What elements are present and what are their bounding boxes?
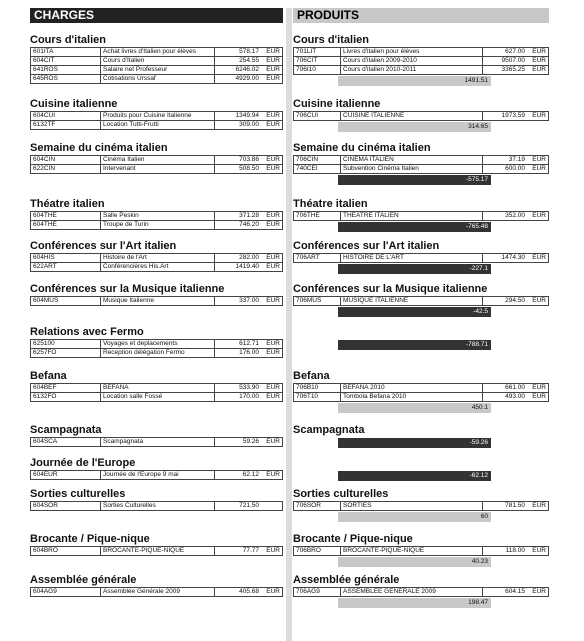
- currency: EUR: [527, 588, 549, 597]
- currency: EUR: [261, 212, 283, 221]
- section-title: Conférences sur l'Art italien: [30, 240, 177, 252]
- account-code: 6257FO: [31, 349, 101, 358]
- produits-section: [293, 34, 549, 86]
- charges-header: CHARGES: [30, 8, 283, 23]
- table-row: [31, 297, 283, 306]
- currency: EUR: [527, 297, 549, 306]
- amount: 352.00: [483, 212, 528, 221]
- account-code: 604THE: [31, 212, 101, 221]
- amount: 721.50: [215, 502, 262, 511]
- description: Cours d'italien 2009-2010: [341, 57, 483, 66]
- produits-table: [293, 155, 549, 174]
- amount: 600.00: [483, 165, 528, 174]
- amount: 3365.25: [483, 66, 528, 75]
- amount: 746.20: [215, 221, 262, 230]
- produits-section: [293, 98, 549, 132]
- table-row: [294, 165, 549, 174]
- currency: EUR: [261, 340, 283, 349]
- table-row: [31, 254, 283, 263]
- account-code: 706I10: [294, 66, 341, 75]
- charges-table: [30, 501, 283, 511]
- currency: EUR: [527, 165, 549, 174]
- produits-table: [293, 383, 549, 402]
- section-title: Assemblée générale: [293, 574, 400, 586]
- charges-table: [30, 470, 283, 480]
- produits-section: [293, 283, 549, 317]
- currency: EUR: [261, 297, 283, 306]
- produits-table: [293, 253, 549, 263]
- currency: [261, 502, 283, 511]
- currency: EUR: [527, 502, 549, 511]
- charges-section: [30, 142, 283, 174]
- table-row: [31, 112, 283, 121]
- produits-table: [293, 47, 549, 75]
- table-row: [294, 112, 549, 121]
- table-row: [31, 66, 283, 75]
- currency: EUR: [527, 48, 549, 57]
- currency: EUR: [261, 121, 283, 130]
- produits-section: [293, 370, 549, 413]
- charges-table: [30, 383, 283, 402]
- account-code: 604HIS: [31, 254, 101, 263]
- section-title-spacer: [293, 457, 549, 470]
- amount: 282.00: [215, 254, 262, 263]
- currency: EUR: [261, 221, 283, 230]
- currency: EUR: [261, 156, 283, 165]
- amount: 37.19: [483, 156, 528, 165]
- table-row: [294, 502, 549, 511]
- description: Tombola Befana 2010: [341, 393, 483, 402]
- currency: EUR: [261, 384, 283, 393]
- currency: EUR: [261, 547, 283, 556]
- currency: EUR: [261, 75, 283, 84]
- charges-table: [30, 296, 283, 306]
- amount: 1349.94: [215, 112, 262, 121]
- amount: 1973.59: [483, 112, 528, 121]
- description: Cours d'italien 2010-2011: [341, 66, 483, 75]
- account-code: 706CIT: [294, 57, 341, 66]
- section-title: Sorties culturelles: [293, 488, 389, 500]
- account-code: 706B10: [294, 384, 341, 393]
- description: Sorties Culturelles: [101, 502, 215, 511]
- section-title-spacer: [293, 326, 549, 339]
- section-title: Théatre italien: [293, 198, 368, 210]
- charges-section: [30, 370, 283, 402]
- section-title: Relations avec Fermo: [30, 326, 144, 338]
- charges-table: [30, 546, 283, 556]
- description: Produits pour Cuisine Italienne: [101, 112, 215, 121]
- section-title: Brocante / Pique-nique: [293, 533, 413, 545]
- section-title: Befana: [30, 370, 67, 382]
- description: CINEMA ITALIEN: [341, 156, 483, 165]
- charges-section: [30, 34, 283, 84]
- description: Voyages et deplacements: [101, 340, 215, 349]
- table-row: [31, 57, 283, 66]
- table-row: [31, 384, 283, 393]
- account-code: 604CUI: [31, 112, 101, 121]
- account-code: 604BRO: [31, 547, 101, 556]
- table-row: [31, 221, 283, 230]
- currency: EUR: [261, 66, 283, 75]
- table-row: [31, 349, 283, 358]
- description: BROCANTE-PIQUE-NIQUE: [101, 547, 215, 556]
- description: THEATRE ITALIEN: [341, 212, 483, 221]
- amount: 309.00: [215, 121, 262, 130]
- section-title: Sorties culturelles: [30, 488, 126, 500]
- charges-table: [30, 211, 283, 230]
- produits-section: [293, 142, 549, 185]
- charges-section: [30, 283, 283, 306]
- amount: 781.50: [483, 502, 528, 511]
- description: Conférencières His.Art: [101, 263, 215, 272]
- currency: EUR: [261, 48, 283, 57]
- description: BEFANA 2010: [341, 384, 483, 393]
- description: Achat livres d'Italien pour élèves: [101, 48, 215, 57]
- produits-section: [293, 533, 549, 567]
- account-code: 622ART: [31, 263, 101, 272]
- description: MUSIQUE ITALIENNE: [341, 297, 483, 306]
- description: BROCANTE-PIQUE-NIQUE: [341, 547, 483, 556]
- account-code: 604THE: [31, 221, 101, 230]
- account-code: 706ART: [294, 254, 341, 263]
- table-row: [294, 254, 549, 263]
- section-title: Brocante / Pique-nique: [30, 533, 150, 545]
- charges-table: [30, 253, 283, 272]
- amount: 170.00: [215, 393, 262, 402]
- table-row: [294, 393, 549, 402]
- section-title: Befana: [293, 370, 330, 382]
- description: Location salle Fossé: [101, 393, 215, 402]
- table-row: [31, 75, 283, 84]
- table-row: [294, 297, 549, 306]
- amount: 4929.00: [215, 75, 262, 84]
- description: Histoire de l'Art: [101, 254, 215, 263]
- account-code: 625100: [31, 340, 101, 349]
- charges-table: [30, 437, 283, 447]
- section-balance: 450.1: [338, 403, 491, 413]
- description: Salle Peskin: [101, 212, 215, 221]
- account-code: 604AG9: [31, 588, 101, 597]
- amount: 176.00: [215, 349, 262, 358]
- currency: EUR: [261, 438, 283, 447]
- table-row: [31, 393, 283, 402]
- amount: 533.90: [215, 384, 262, 393]
- charges-section: [30, 326, 283, 358]
- amount: 612.71: [215, 340, 262, 349]
- description: SORTIES: [341, 502, 483, 511]
- section-title: Semaine du cinéma italien: [30, 142, 168, 154]
- table-row: [294, 588, 549, 597]
- section-title: Cours d'italien: [30, 34, 106, 46]
- amount: 405.68: [215, 588, 262, 597]
- table-row: [31, 156, 283, 165]
- charges-section: [30, 457, 283, 480]
- description: ASSEMBLEE GENERALE 2009: [341, 588, 483, 597]
- account-code: 604MUS: [31, 297, 101, 306]
- table-row: [294, 212, 549, 221]
- section-title: Assemblée générale: [30, 574, 137, 586]
- account-code: 601ITA: [31, 48, 101, 57]
- description: Location Tutti-Frutti: [101, 121, 215, 130]
- account-code: 706SOR: [294, 502, 341, 511]
- currency: EUR: [527, 393, 549, 402]
- table-row: [294, 547, 549, 556]
- charges-table: [30, 155, 283, 174]
- description: Musique Italienne: [101, 297, 215, 306]
- produits-header: PRODUITS: [293, 8, 549, 23]
- currency: EUR: [527, 547, 549, 556]
- charges-section: [30, 98, 283, 130]
- account-code: 740CEI: [294, 165, 341, 174]
- account-code: 706T10: [294, 393, 341, 402]
- description: Scampagnata: [101, 438, 215, 447]
- amount: 1474.30: [483, 254, 528, 263]
- description: Salaire net Professeur: [101, 66, 215, 75]
- description: BEFANA: [101, 384, 215, 393]
- produits-section: [293, 424, 549, 448]
- table-row: [294, 48, 549, 57]
- table-row: [31, 438, 283, 447]
- amount: 604.15: [483, 588, 528, 597]
- amount: 627.00: [483, 48, 528, 57]
- currency: EUR: [261, 263, 283, 272]
- currency: EUR: [527, 254, 549, 263]
- produits-section: [293, 457, 549, 481]
- produits-table: [293, 546, 549, 556]
- account-code: 706THE: [294, 212, 341, 221]
- amount: 703.86: [215, 156, 262, 165]
- account-code: 604CIT: [31, 57, 101, 66]
- account-code: 604CIN: [31, 156, 101, 165]
- account-code: 604SOR: [31, 502, 101, 511]
- section-balance: 198.47: [338, 598, 491, 608]
- description: Troupe de Turin: [101, 221, 215, 230]
- account-code: 645ROS: [31, 75, 101, 84]
- section-balance: -575.17: [338, 175, 491, 185]
- produits-section: [293, 488, 549, 522]
- amount: 337.00: [215, 297, 262, 306]
- section-title: Cuisine italienne: [293, 98, 381, 110]
- description: Reception délégation Fermo: [101, 349, 215, 358]
- produits-section: [293, 574, 549, 608]
- amount: 9507.00: [483, 57, 528, 66]
- table-row: [31, 212, 283, 221]
- description: HISTOIRE DE L'ART: [341, 254, 483, 263]
- description: Cotisations Urssaf: [101, 75, 215, 84]
- produits-section: [293, 198, 549, 232]
- table-row: [31, 48, 283, 57]
- table-row: [31, 165, 283, 174]
- produits-table: [293, 111, 549, 121]
- account-code: 604BEF: [31, 384, 101, 393]
- description: CUISINE ITALIENNE: [341, 112, 483, 121]
- currency: EUR: [261, 393, 283, 402]
- section-title: Semaine du cinéma italien: [293, 142, 431, 154]
- table-row: [31, 547, 283, 556]
- description: Livres d'italien pour élèves: [341, 48, 483, 57]
- description: Subvention Cinéma Italien: [341, 165, 483, 174]
- account-code: 706BRO: [294, 547, 341, 556]
- account-code: 6132FO: [31, 393, 101, 402]
- produits-table: [293, 296, 549, 306]
- account-code: 706MUS: [294, 297, 341, 306]
- description: Intervenant: [101, 165, 215, 174]
- currency: EUR: [261, 471, 283, 480]
- currency: EUR: [261, 588, 283, 597]
- account-code: 622CIN: [31, 165, 101, 174]
- amount: 6246.02: [215, 66, 262, 75]
- currency: EUR: [527, 384, 549, 393]
- amount: 371.28: [215, 212, 262, 221]
- charges-section: [30, 533, 283, 556]
- section-balance: -765.48: [338, 222, 491, 232]
- produits-section: [293, 240, 549, 274]
- table-row: [31, 471, 283, 480]
- charges-section: [30, 198, 283, 230]
- currency: EUR: [261, 112, 283, 121]
- amount: 59.26: [215, 438, 262, 447]
- table-row: [294, 57, 549, 66]
- section-title: Théatre italien: [30, 198, 105, 210]
- section-title: Conférences sur la Musique italienne: [30, 283, 225, 295]
- produits-table: [293, 211, 549, 221]
- amount: 77.77: [215, 547, 262, 556]
- column-divider: [286, 8, 292, 641]
- amount: 294.50: [483, 297, 528, 306]
- currency: EUR: [527, 112, 549, 121]
- charges-section: [30, 240, 283, 272]
- produits-table: [293, 501, 549, 511]
- section-title: Journée de l'Europe: [30, 457, 136, 469]
- currency: EUR: [261, 57, 283, 66]
- charges-section: [30, 574, 283, 597]
- currency: EUR: [261, 165, 283, 174]
- description: Journée de l'Europe 9 mai: [101, 471, 215, 480]
- section-balance: -42.5: [338, 307, 491, 317]
- produits-table: [293, 587, 549, 597]
- table-row: [31, 121, 283, 130]
- section-title: Scampagnata: [30, 424, 102, 436]
- charges-table: [30, 587, 283, 597]
- charges-table: [30, 111, 283, 130]
- section-balance: 314.65: [338, 122, 491, 132]
- table-row: [31, 340, 283, 349]
- amount: 1419.40: [215, 263, 262, 272]
- section-title: Cours d'italien: [293, 34, 369, 46]
- currency: EUR: [261, 349, 283, 358]
- table-row: [294, 66, 549, 75]
- charges-section: [30, 488, 283, 511]
- section-title: Conférences sur la Musique italienne: [293, 283, 488, 295]
- amount: 493.00: [483, 393, 528, 402]
- description: Cinéma Italien: [101, 156, 215, 165]
- account-code: 706CIN: [294, 156, 341, 165]
- charges-section: [30, 424, 283, 447]
- currency: EUR: [527, 156, 549, 165]
- description: Cours d'Italien: [101, 57, 215, 66]
- section-balance: 1491.51: [338, 76, 491, 86]
- section-balance: 60: [338, 512, 491, 522]
- charges-table: [30, 339, 283, 358]
- account-code: 604SCA: [31, 438, 101, 447]
- section-balance: -227.1: [338, 264, 491, 274]
- table-row: [294, 384, 549, 393]
- account-code: 701LIT: [294, 48, 341, 57]
- section-balance: -59.26: [338, 438, 491, 448]
- account-code: 706AG9: [294, 588, 341, 597]
- section-balance: -788.71: [338, 340, 491, 350]
- amount: 508.50: [215, 165, 262, 174]
- account-code: 706CUI: [294, 112, 341, 121]
- table-row: [31, 588, 283, 597]
- charges-table: [30, 47, 283, 84]
- account-code: 641ROS: [31, 66, 101, 75]
- section-title: Cuisine italienne: [30, 98, 118, 110]
- currency: EUR: [527, 66, 549, 75]
- section-title: Conférences sur l'Art italien: [293, 240, 440, 252]
- table-row: [31, 502, 283, 511]
- account-code: 604EUR: [31, 471, 101, 480]
- description: Assemblée Générale 2009: [101, 588, 215, 597]
- currency: EUR: [527, 212, 549, 221]
- currency: EUR: [261, 254, 283, 263]
- amount: 661.00: [483, 384, 528, 393]
- produits-section: [293, 326, 549, 350]
- section-balance: 40.23: [338, 557, 491, 567]
- account-code: 6132TF: [31, 121, 101, 130]
- amount: 578.17: [215, 48, 262, 57]
- amount: 254.55: [215, 57, 262, 66]
- currency: EUR: [527, 57, 549, 66]
- amount: 118.00: [483, 547, 528, 556]
- section-balance: -62.12: [338, 471, 491, 481]
- amount: 62.12: [215, 471, 262, 480]
- table-row: [294, 156, 549, 165]
- table-row: [31, 263, 283, 272]
- section-title: Scampagnata: [293, 424, 365, 436]
